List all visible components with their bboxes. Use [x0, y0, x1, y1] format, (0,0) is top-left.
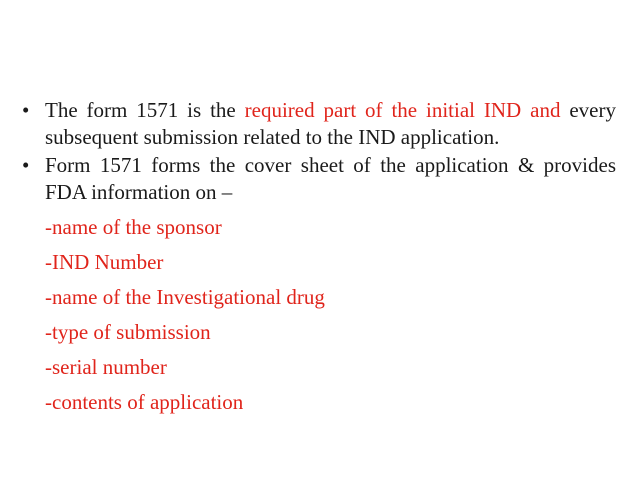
bullet-highlight-text: required part of the initial IND and [244, 98, 561, 122]
list-item: -name of the Investigational drug [45, 285, 325, 309]
list-item: -type of submission [45, 320, 211, 344]
bullet-text: every subsequent submission related to the IND application. [45, 98, 616, 149]
bullet-item-2 [22, 152, 616, 206]
list-item: -IND Number [45, 250, 164, 274]
bullet-marker: • [22, 153, 30, 177]
list-item: -name of the sponsor [45, 215, 222, 239]
list-item: -serial number [45, 355, 167, 379]
sponsor-info-list [22, 214, 616, 416]
bullet-text: Form 1571 forms the cover sheet of the application & provides FDA information on – [45, 153, 616, 204]
bullet-marker: • [22, 98, 30, 122]
list-item: -contents of application [45, 390, 244, 414]
bullet-item-1 [22, 97, 616, 151]
slide-content [22, 97, 616, 424]
bullet-text: The form 1571 is the [45, 98, 245, 122]
